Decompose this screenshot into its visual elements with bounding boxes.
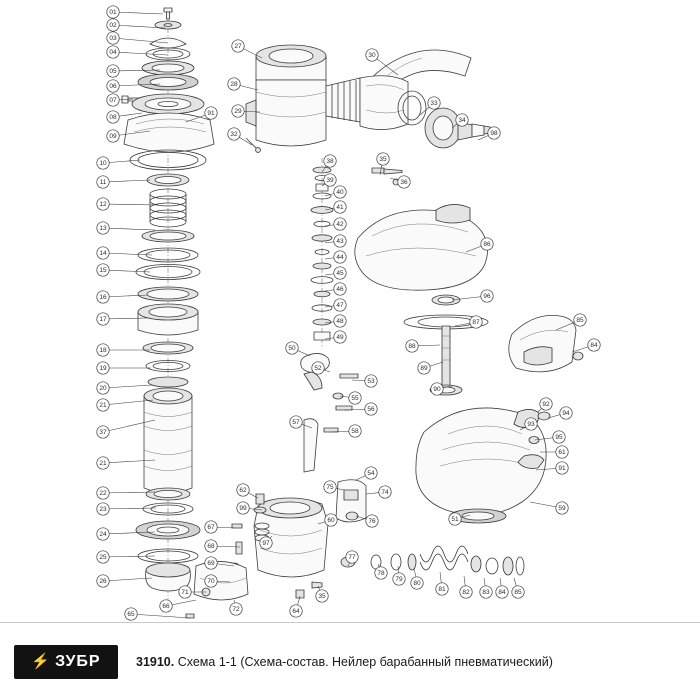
callout-11 [97, 176, 150, 188]
callout-number: 40 [336, 189, 344, 197]
callout-number: 94 [562, 410, 570, 418]
callout-number: 13 [99, 225, 107, 233]
callout-leader-line [103, 556, 155, 557]
callout-number: 20 [99, 385, 107, 393]
diagram-title: Схема 1-1 (Схема-состав. Нейлер барабанный пневматический) [174, 654, 553, 669]
callout-32 [228, 128, 252, 145]
brand-name: ЗУБР [55, 652, 101, 670]
callout-number: 84 [498, 589, 506, 597]
callout-number: 51 [451, 516, 459, 524]
callout-number: 49 [336, 334, 344, 342]
callout-number: 06 [109, 83, 117, 91]
diagram-code: 31910. [136, 654, 175, 669]
callout-number: 46 [336, 286, 344, 294]
callout-number: 55 [351, 395, 359, 403]
callout-number: 57 [292, 419, 300, 427]
callout-number: 36 [400, 179, 408, 187]
main-body-handle-assembly [246, 45, 490, 185]
callout-10 [97, 157, 140, 169]
callout-50 [286, 342, 310, 356]
callout-number: 01 [109, 9, 117, 17]
callout-number: 79 [395, 576, 403, 584]
callout-number: 42 [336, 221, 344, 229]
callout-leader-line [103, 578, 152, 581]
callout-78 [375, 564, 387, 579]
callout-number: 67 [207, 524, 215, 532]
callout-18 [97, 344, 150, 356]
brand-logo [14, 645, 118, 679]
spring-washer-row [341, 546, 524, 578]
callout-12 [97, 198, 158, 210]
callout-47 [325, 299, 346, 311]
callout-number: 27 [234, 43, 242, 51]
callout-number: 87 [472, 319, 480, 327]
callout-64 [290, 596, 302, 617]
callout-number: 56 [367, 406, 375, 414]
callout-number: 35 [379, 156, 387, 164]
callout-number: 39 [326, 177, 334, 185]
callout-number: 59 [558, 505, 566, 513]
callout-65 [125, 608, 190, 620]
callout-number: 89 [420, 365, 428, 373]
callout-number: 41 [336, 204, 344, 212]
callout-88 [406, 340, 440, 352]
callout-number: 74 [381, 489, 389, 497]
callout-number: 34 [458, 117, 466, 125]
callout-42 [325, 218, 346, 230]
callout-number: 71 [181, 589, 189, 597]
callout-number: 70 [207, 578, 215, 586]
callout-number: 23 [99, 506, 107, 514]
callout-number: 08 [109, 114, 117, 122]
callout-number: 97 [262, 540, 270, 548]
callout-number: 66 [162, 603, 170, 611]
callout-number: 82 [462, 589, 470, 597]
callout-66 [160, 600, 196, 612]
callout-number: 15 [99, 267, 107, 275]
callout-14 [97, 247, 152, 259]
callout-leader-line [131, 614, 190, 618]
callout-number: 44 [336, 254, 344, 262]
callout-leader-line [113, 52, 168, 55]
callout-number: 12 [99, 201, 107, 209]
callout-number: 54 [367, 470, 375, 478]
callout-35 [316, 586, 328, 602]
callout-number: 81 [438, 586, 446, 594]
callout-number: 47 [336, 302, 344, 310]
callout-leader-line [103, 228, 155, 230]
callout-number: 04 [109, 49, 117, 57]
callout-number: 93 [527, 421, 535, 429]
callout-number: 86 [483, 241, 491, 249]
callout-80 [411, 568, 423, 589]
callout-number: 25 [99, 554, 107, 562]
callout-number: 58 [351, 428, 359, 436]
callout-number: 69 [207, 560, 215, 568]
callout-number: 29 [234, 108, 242, 116]
callout-72 [230, 600, 242, 615]
callout-number: 84 [590, 342, 598, 350]
footer-bar [0, 622, 700, 700]
callout-55 [340, 392, 361, 404]
callout-number: 85 [576, 317, 584, 325]
callout-number: 45 [336, 270, 344, 278]
callout-04 [107, 46, 168, 58]
callout-number: 18 [99, 347, 107, 355]
callout-number: 61 [558, 449, 566, 457]
callout-85 [512, 578, 524, 598]
callout-82 [460, 576, 472, 598]
callout-03 [107, 32, 168, 44]
callout-number: 85 [514, 589, 522, 597]
callout-number: 02 [109, 22, 117, 30]
callout-number: 92 [542, 401, 550, 409]
callout-number: 28 [230, 81, 238, 89]
callout-number: 16 [99, 294, 107, 302]
callout-number: 21 [99, 460, 107, 468]
callout-number: 77 [348, 554, 356, 562]
callout-84 [496, 578, 508, 598]
callout-number: 91 [207, 110, 215, 118]
callout-number: 75 [326, 484, 334, 492]
callout-15 [97, 264, 150, 276]
callout-67 [205, 521, 236, 533]
callout-92 [538, 398, 552, 412]
lightning-bolt-icon: ⚡ [31, 653, 51, 670]
callout-number: 64 [292, 608, 300, 616]
callout-number: 78 [377, 570, 385, 578]
callout-94 [548, 407, 572, 419]
callout-number: 98 [490, 130, 498, 138]
callout-54 [356, 467, 377, 480]
callout-20 [97, 382, 152, 394]
callout-number: 68 [207, 543, 215, 551]
callout-number: 10 [99, 160, 107, 168]
callout-81 [436, 572, 448, 595]
left-stack-assembly [122, 8, 214, 600]
callout-number: 95 [555, 434, 563, 442]
diagram-caption [136, 655, 553, 669]
callout-number: 48 [336, 318, 344, 326]
callout-number: 26 [99, 578, 107, 586]
callout-number: 80 [413, 580, 421, 588]
callout-number: 21 [99, 402, 107, 410]
callout-number: 60 [327, 517, 335, 525]
callout-number: 96 [483, 293, 491, 301]
callout-68 [205, 540, 240, 552]
callout-84 [572, 339, 600, 352]
callout-number: 24 [99, 531, 107, 539]
callout-number: 38 [326, 158, 334, 166]
callout-leader-line [113, 12, 163, 14]
callout-number: 30 [368, 52, 376, 60]
callout-leader-line [103, 385, 152, 388]
callout-number: 91 [558, 465, 566, 473]
callout-number: 19 [99, 365, 107, 373]
callout-number: 05 [109, 68, 117, 76]
callout-number: 99 [239, 505, 247, 513]
callout-number: 90 [433, 386, 441, 394]
callout-number: 03 [109, 35, 117, 43]
callout-number: 11 [99, 179, 107, 187]
callout-28 [228, 78, 258, 90]
callout-number: 33 [430, 100, 438, 108]
callout-number: 72 [232, 606, 240, 614]
side-cover-assembly [509, 315, 583, 371]
callout-leader-line [103, 508, 156, 509]
callout-number: 09 [109, 133, 117, 141]
callout-number: 17 [99, 316, 107, 324]
callout-23 [97, 503, 156, 515]
callout-number: 65 [127, 611, 135, 619]
callout-01 [107, 6, 163, 18]
callout-26 [97, 575, 152, 587]
callout-number: 32 [230, 131, 238, 139]
callout-number: 52 [314, 365, 322, 373]
callout-number: 53 [367, 378, 375, 386]
callout-number: 22 [99, 490, 107, 498]
callout-number: 76 [368, 518, 376, 526]
callout-number: 37 [99, 429, 107, 437]
callout-number: 62 [239, 487, 247, 495]
callout-83 [480, 578, 492, 598]
callout-74 [366, 486, 391, 498]
callout-89 [418, 362, 443, 374]
callout-number: 88 [408, 343, 416, 351]
callout-number: 07 [109, 97, 117, 105]
callout-number: 14 [99, 250, 107, 258]
callout-59 [530, 502, 568, 514]
callout-number: 43 [336, 238, 344, 246]
callout-leader-line [103, 253, 152, 255]
callout-62 [237, 484, 258, 498]
callout-44 [325, 251, 346, 263]
callout-19 [97, 362, 151, 374]
callout-leader-line [103, 270, 150, 272]
callout-number: 35 [318, 593, 326, 601]
callout-number: 83 [482, 589, 490, 597]
callout-number: 50 [288, 345, 296, 353]
callout-leader-line [103, 180, 150, 182]
